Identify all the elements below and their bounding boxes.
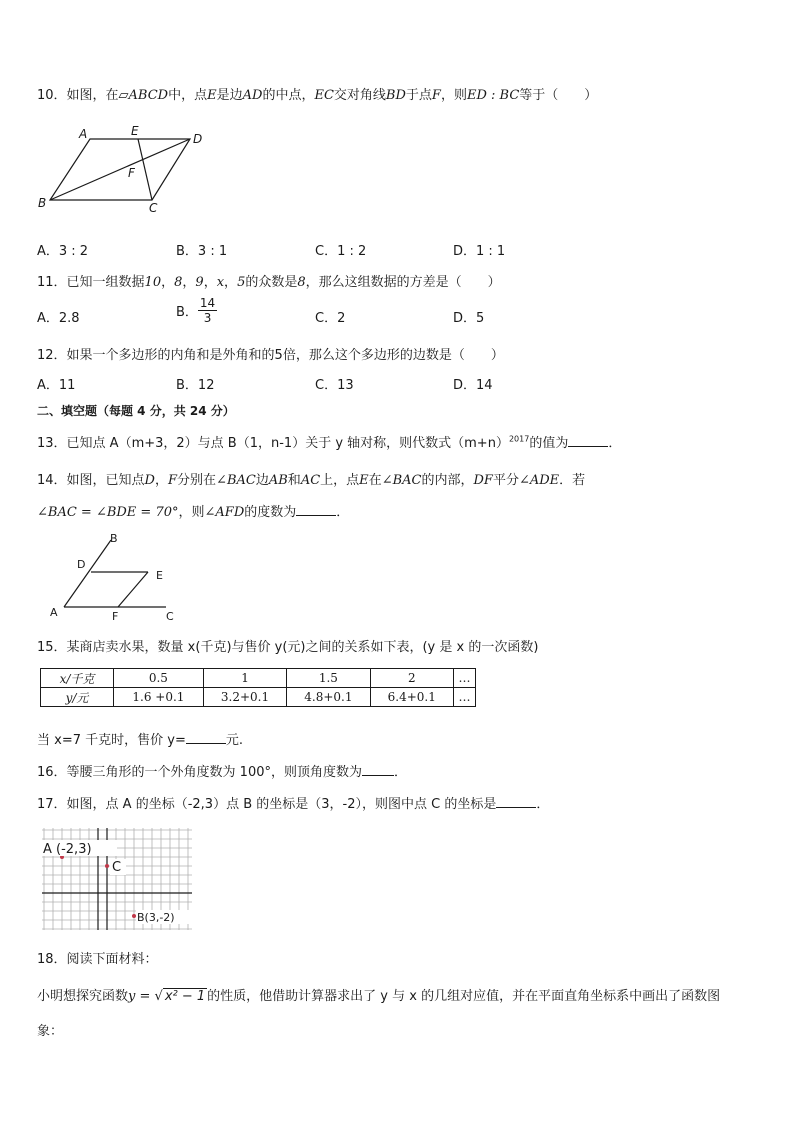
- q14-answer-blank[interactable]: [296, 503, 336, 516]
- q10-parallelogram-figure: [30, 120, 220, 215]
- q17-coordinate-grid: [40, 826, 196, 932]
- q17-stem: 17．如图，点 A 的坐标（-2,3）点 B 的坐标是（3，-2），则图中点 C 的坐标是 ．: [37, 797, 550, 812]
- q15-answer-blank[interactable]: [186, 731, 226, 744]
- table-cell: 4.8+0.1: [287, 688, 370, 707]
- table-cell: 2: [370, 669, 453, 688]
- table-row: [41, 669, 476, 688]
- q18-title: 18．阅读下面材料：: [37, 952, 158, 967]
- q12-option-b[interactable]: B．12: [176, 378, 215, 393]
- q11-stem: 11．已知一组数据10，8，9，x，5的众数是8，那么这组数据的方差是（ ）: [37, 275, 501, 290]
- segment-ec: [138, 139, 152, 200]
- q12-option-c[interactable]: C．13: [315, 378, 354, 393]
- q10-option-d[interactable]: D．1 : 1: [453, 244, 506, 259]
- label-e: E: [156, 569, 163, 582]
- label-e: E: [131, 124, 139, 138]
- label-a: A: [50, 606, 58, 619]
- row-header-x: x/千克: [41, 669, 114, 688]
- label-f: F: [128, 166, 135, 180]
- q16-answer-blank[interactable]: [362, 763, 394, 776]
- q11-option-a[interactable]: A．2.8: [37, 311, 80, 326]
- q11-option-b-label: B．: [176, 305, 198, 320]
- label-d: D: [193, 132, 203, 146]
- sqrt-sign: √: [150, 989, 163, 1004]
- q10-stem: 10．如图，在▱ABCD中，点E是边AD的中点，EC交对角线BD于点F，则ED : BC等于（ ）: [37, 88, 598, 103]
- label-a: A: [79, 127, 88, 141]
- q11-option-c[interactable]: C．2: [315, 311, 346, 326]
- label-f: F: [112, 610, 119, 623]
- label-b: B(3,-2): [137, 911, 175, 924]
- q11-option-d[interactable]: D．5: [453, 311, 485, 326]
- point-c: [105, 864, 109, 868]
- table-cell: …: [453, 669, 475, 688]
- q16-stem: 16．等腰三角形的一个外角度数为 100°，则顶角度数为 ．: [37, 765, 408, 780]
- table-cell: 6.4+0.1: [370, 688, 453, 707]
- label-a: A (-2,3): [43, 842, 92, 857]
- label-c: C: [149, 201, 158, 215]
- segment-ef: [118, 572, 148, 607]
- table-cell: 0.5: [114, 669, 204, 688]
- q15-stem: 15．某商店卖水果，数量 x(千克)与售价 y(元)之间的关系如下表，(y 是 x 的一次函数): [37, 640, 539, 655]
- q14-line2: ∠BAC = ∠BDE = 70°，则∠AFD的度数为 ．: [37, 505, 350, 520]
- q14-angle-figure: [46, 530, 186, 625]
- q18-paragraph-line1: 小明想探究函数y = √ x² − 1 的性质，他借助计算器求出了 y 与 x 的几组对应值，并在平面直角坐标系中画出了函数图: [37, 989, 721, 1004]
- q11-option-b-fraction: $\frac{14}{3}$: [199, 296, 216, 325]
- q13-answer-blank[interactable]: [568, 434, 608, 447]
- point-b: [132, 914, 136, 918]
- label-b: B: [110, 532, 118, 545]
- q12-option-d[interactable]: D．14: [453, 378, 493, 393]
- label-b: B: [38, 196, 47, 210]
- q10-option-b[interactable]: B．3 : 1: [176, 244, 228, 259]
- q10-option-c[interactable]: C．1 : 2: [315, 244, 367, 259]
- ray-ab: [64, 540, 111, 607]
- q12-stem: 12．如果一个多边形的内角和是外角和的5倍，那么这个多边形的边数是（ ）: [37, 348, 504, 363]
- label-c: C: [112, 860, 122, 875]
- table-cell: 1.5: [287, 669, 370, 688]
- diagonal-bd: [50, 139, 190, 200]
- q18-paragraph-line2: 象：: [37, 1024, 64, 1039]
- q15-answer-line: 当 x=7 千克时，售价 y= 元.: [37, 733, 243, 748]
- label-c: C: [166, 610, 174, 623]
- table-cell: 1: [203, 669, 286, 688]
- table-cell: …: [453, 688, 475, 707]
- q12-option-a[interactable]: A．11: [37, 378, 76, 393]
- table-row: [41, 688, 476, 707]
- q10-option-a[interactable]: A．3 : 2: [37, 244, 89, 259]
- row-header-y: y/元: [41, 688, 114, 707]
- label-d: D: [77, 558, 86, 571]
- section-heading: 二、填空题（每题 4 分，共 24 分）: [37, 404, 235, 418]
- q13-stem: 13．已知点 A（m+3，2）与点 B（1，n-1）关于 y 轴对称，则代数式$(m+n)^{2017}$的值为 ．: [37, 434, 622, 451]
- q17-answer-blank[interactable]: [496, 795, 536, 808]
- q11-option-b[interactable]: [176, 296, 217, 325]
- q14-line1: 14．如图，已知点D，F分别在∠BAC边AB和AC上，点E在∠BAC的内部，DF平分∠ADE．若: [37, 473, 586, 488]
- q15-table: [40, 668, 476, 707]
- table-cell: 1.6 +0.1: [114, 688, 204, 707]
- table-cell: 3.2+0.1: [203, 688, 286, 707]
